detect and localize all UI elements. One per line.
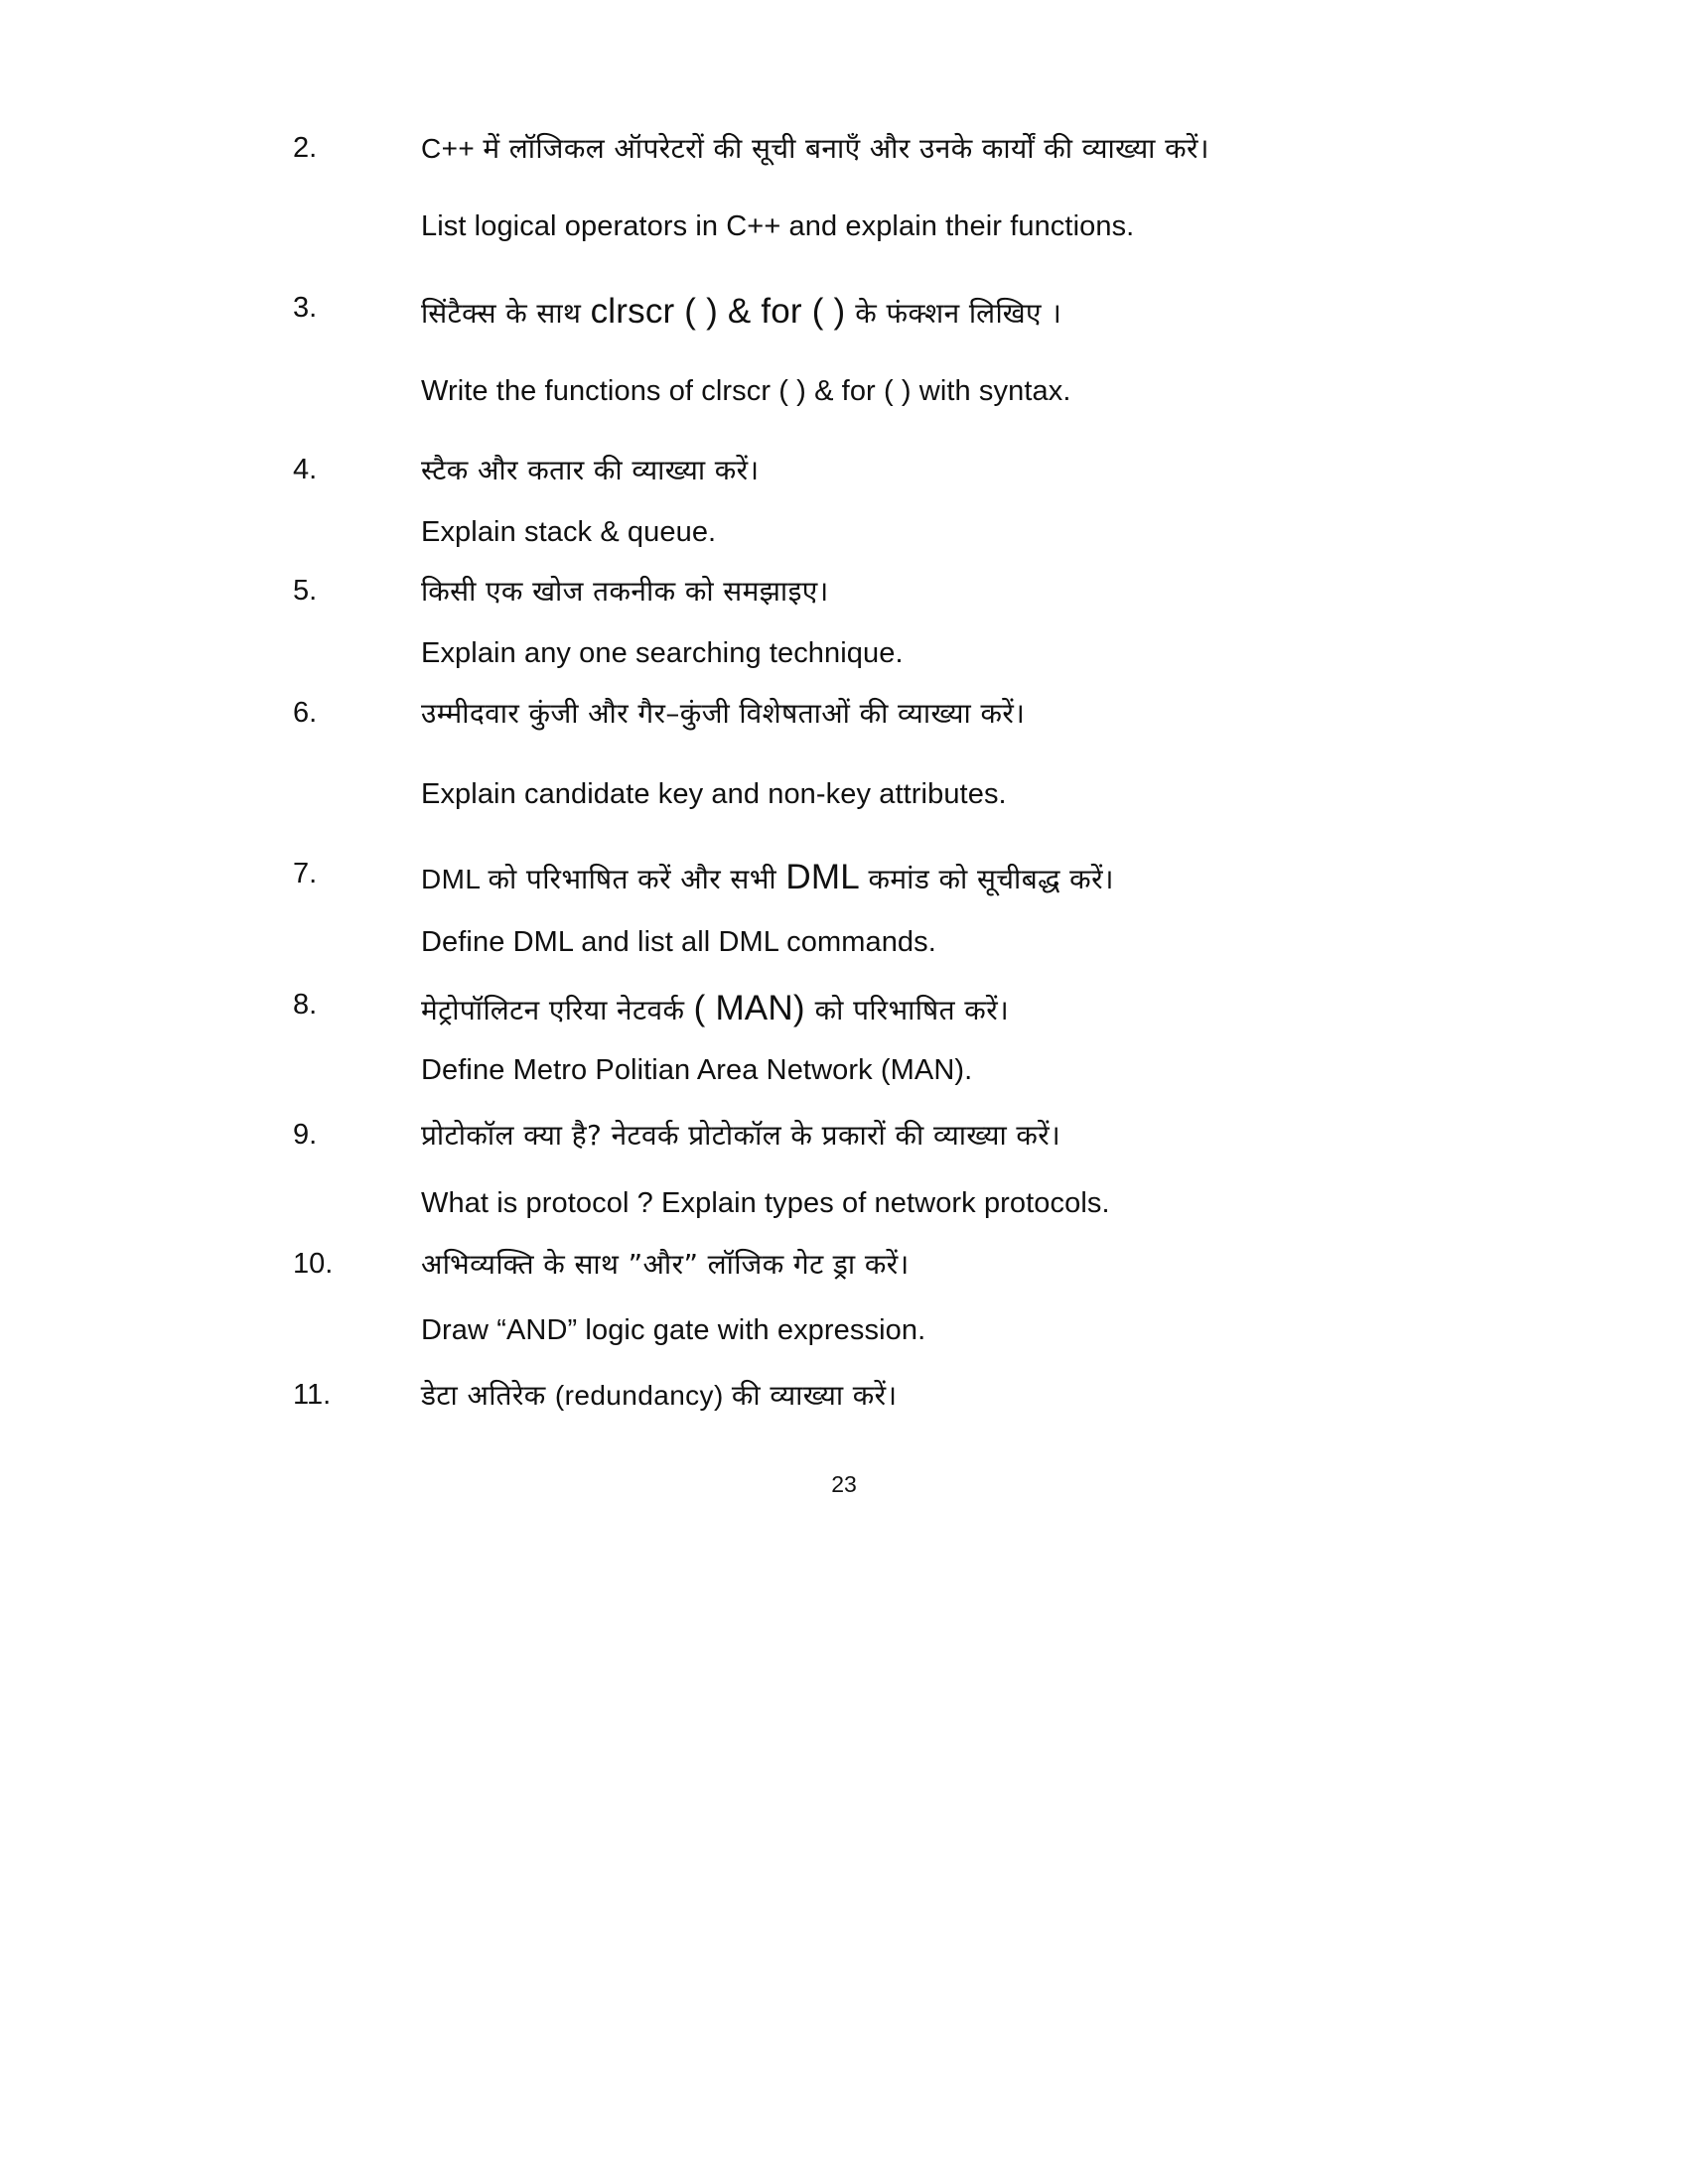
question-text-hindi [421, 1250, 910, 1279]
question-text-hindi [421, 134, 1209, 163]
question-text-english: Explain candidate key and non-key attributes. [421, 778, 1007, 810]
question-text-run: मेट्रोपॉलिटन एरिया नेटवर्क [421, 994, 694, 1026]
question-text-run: को परिभाषित करें और सभी [488, 863, 786, 895]
question-text-run: की व्याख्या करें। [731, 1379, 898, 1412]
question-text-hindi [421, 1121, 1060, 1150]
question-text-hindi [421, 860, 1114, 896]
question-number: 10. [293, 1248, 334, 1280]
question-text-run: कमांड को सूचीबद्ध करें। [868, 863, 1114, 895]
question-text-run: clrscr ( ) & for ( ) [590, 292, 856, 331]
question-number: 9. [293, 1119, 318, 1151]
question-text-run: डेटा अतिरेक [421, 1379, 555, 1412]
question-text-run: सिंटैक्स के साथ [421, 297, 591, 330]
question-text-run: (redundancy) [554, 1380, 732, 1411]
question-text-english: Explain any one searching technique. [421, 637, 904, 669]
question-text-run: C++ [421, 133, 484, 164]
question-number: 3. [293, 292, 318, 324]
question-number: 5. [293, 575, 318, 607]
question-number: 2. [293, 132, 318, 164]
question-text-english: Explain stack & queue. [421, 516, 717, 548]
question-text-run: किसी एक खोज तकनीक को समझाइए। [421, 575, 829, 608]
page-number: 23 [831, 1471, 857, 1497]
question-text-hindi [421, 1381, 898, 1410]
question-text-hindi [421, 991, 1009, 1027]
question-text-english: Draw “AND” logic gate with expression. [421, 1314, 926, 1346]
question-number: 8. [293, 989, 318, 1021]
question-number: 6. [293, 697, 318, 729]
question-text-run: में लॉजिकल ऑपरेटरों की सूची बनाएँ और उनके कार्यों की व्याख्या करें। [483, 132, 1209, 165]
question-text-run: ( MAN) [693, 989, 815, 1027]
question-text-run: को परिभाषित करें। [814, 994, 1010, 1026]
question-text-run: स्टैक और कतार की व्याख्या करें। [421, 454, 760, 486]
question-text-run: DML [421, 864, 489, 894]
question-text-english: List logical operators in C++ and explain their functions. [421, 210, 1135, 242]
question-number: 4. [293, 454, 318, 485]
question-text-run: DML [785, 858, 869, 896]
question-text-english: Define DML and list all DML commands. [421, 926, 936, 958]
question-number: 11. [293, 1379, 332, 1411]
question-text-hindi [421, 456, 760, 484]
question-text-run: के फंक्शन लिखिए । [855, 297, 1062, 330]
question-text-english: Define Metro Politian Area Network (MAN). [421, 1054, 973, 1086]
question-text-hindi [421, 577, 829, 606]
question-text-english: What is protocol ? Explain types of network protocols. [421, 1187, 1110, 1219]
question-text-run: उम्मीदवार कुंजी और गैर–कुंजी विशेषताओं की व्याख्या करें। [421, 697, 1026, 730]
question-text-run: अभिव्यक्ति के साथ ”और” लॉजिक गेट ड्रा करें। [421, 1248, 910, 1281]
question-number: 7. [293, 858, 318, 889]
question-text-run: प्रोटोकॉल क्या है? नेटवर्क प्रोटोकॉल के प्रकारों की व्याख्या करें। [421, 1119, 1061, 1152]
question-text-hindi [421, 294, 1061, 331]
question-text-english: Write the functions of clrscr ( ) & for ( ) with syntax. [421, 375, 1071, 407]
question-text-hindi [421, 699, 1025, 728]
